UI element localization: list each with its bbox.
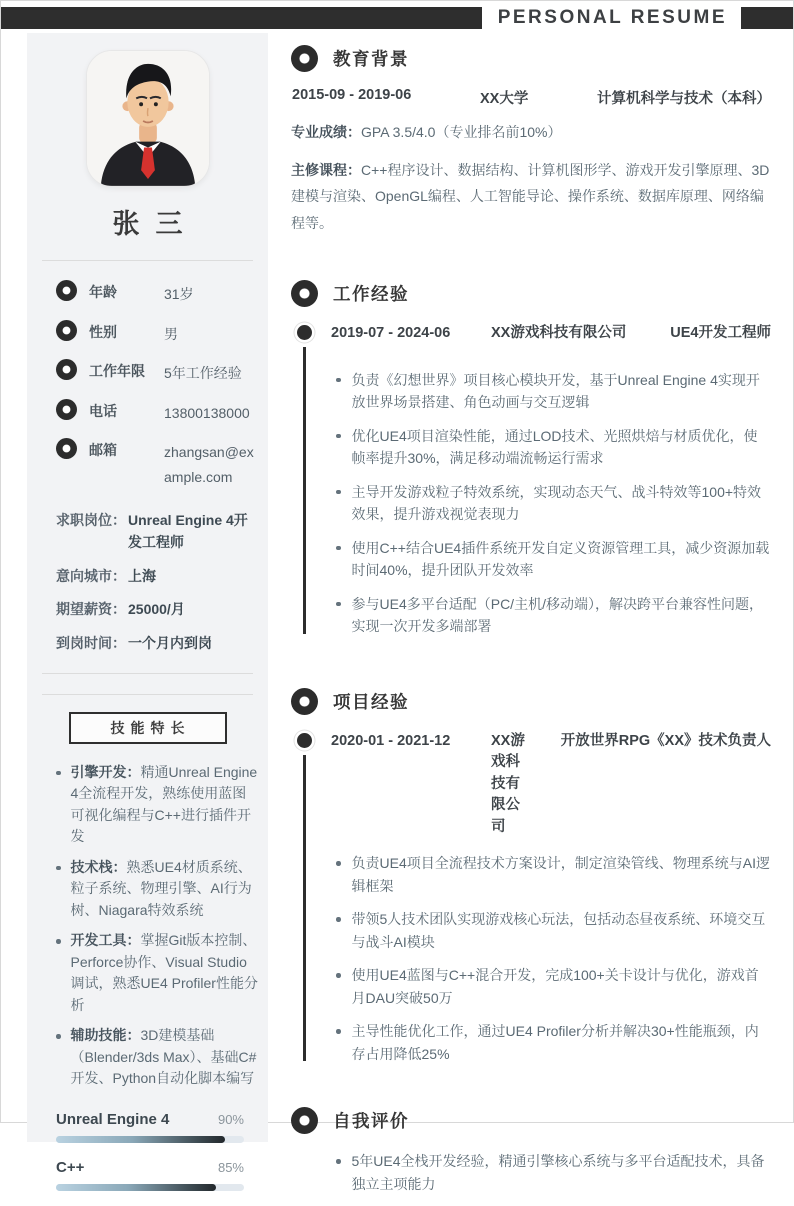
main-content (291, 45, 771, 1206)
education-courses-line (291, 157, 771, 237)
job-row-salary (56, 598, 256, 620)
bullet-dot-icon (56, 1034, 61, 1039)
section-work (291, 280, 771, 638)
skill-bar-track (56, 1136, 244, 1143)
section-ring-icon (291, 45, 318, 72)
bullet-text: 5年UE4全栈开发经验，精通引擎核心系统与多平台适配技术，具备独立主项能力 (351, 1153, 765, 1192)
portrait-illustration (87, 51, 209, 186)
bullet-dot-icon (56, 939, 61, 944)
skill-label: 开发工具： (70, 932, 141, 949)
education-major: 计算机科学与技术（本科） (596, 91, 771, 107)
section-header (291, 688, 771, 715)
sidebar-divider (42, 260, 253, 261)
skills-title-box: 技能特长 (69, 712, 227, 744)
skill-desc: 3D建模基础（Blender/3ds Max）、基础C#开发、Python自动化脚本编写 (70, 1027, 257, 1087)
job-label: 期望薪资： (56, 601, 126, 618)
info-label: 工作年限 (89, 363, 145, 379)
bullet-item (331, 852, 771, 897)
info-row-age (56, 280, 256, 307)
info-label: 性别 (89, 323, 117, 340)
work-bullets (331, 369, 771, 638)
timeline-dot-icon (297, 325, 312, 340)
bullet-item (331, 1150, 771, 1195)
project-role: 开放世界RPG《XX》技术负责人 (560, 732, 771, 749)
work-entry (291, 323, 771, 638)
courses-label: 主修课程： (291, 161, 361, 178)
skill-text (71, 1025, 261, 1090)
sidebar (27, 33, 268, 1176)
skill-bar-fill (56, 1184, 216, 1191)
bullet-text: 参与UE4多平台适配（PC/主机/移动端），解决跨平台兼容性问题，实现一次开发多端部署 (351, 595, 763, 634)
bullet-text: 使用C++结合UE4插件系统开发自定义资源管理工具，减少资源加载时间40%，提升团队开发效率 (351, 539, 770, 578)
bullet-ring-icon (56, 399, 77, 420)
info-value: 5年工作经验 (164, 365, 242, 381)
bullet-text: 主导性能优化工作，通过UE4 Profiler分析并解决30+性能瓶颈，内存占用降低25% (351, 1023, 759, 1062)
section-header (291, 45, 771, 72)
job-row-position (56, 509, 256, 554)
bullet-dot-icon (336, 378, 341, 383)
bullet-text: 优化UE4项目渲染性能，通过LOD技术、光照烘焙与材质优化，使帧率提升30%，满足移动端流畅运行需求 (351, 427, 758, 466)
section-title: 自我评价 (333, 1111, 409, 1131)
bullet-item (331, 908, 771, 953)
education-period: 2015-09 - 2019-06 (292, 87, 412, 103)
section-evaluation (291, 1107, 771, 1195)
skill-text (71, 930, 261, 1016)
skills-list (56, 762, 260, 1090)
job-label: 到岗时间： (56, 634, 126, 651)
work-entry-header (331, 323, 771, 345)
bullet-dot-icon (336, 861, 341, 866)
skill-bar-name: Unreal Engine 4 (56, 1110, 170, 1128)
bullet-text: 主导开发游戏粒子特效系统，实现动态天气、战斗特效等100+特效效果，提升游戏视觉表现力 (351, 483, 762, 522)
courses-text: C++程序设计、数据结构、计算机图形学、游戏开发引擎原理、3D建模与渲染、OpenGL编程、人工智能导论、操作系统、数据库原理、网络编程等。 (291, 161, 770, 231)
skill-desc: 掌握Git版本控制、Perforce协作、Visual Studio调试，熟悉UE4 Profiler性能分析 (70, 932, 258, 1013)
bullet-dot-icon (336, 917, 341, 922)
job-value: 25000/月 (128, 601, 185, 618)
gpa-text: GPA 3.5/4.0（专业排名前10%） (361, 124, 562, 140)
job-row-availability (56, 632, 256, 654)
bullet-item (331, 1020, 771, 1065)
section-header (291, 1107, 771, 1134)
section-title: 项目经验 (333, 691, 409, 712)
top-banner (1, 6, 793, 30)
info-label: 电话 (89, 402, 117, 419)
bullet-dot-icon (336, 1159, 341, 1164)
section-title: 教育背景 (333, 49, 409, 69)
bullet-dot-icon (336, 490, 341, 495)
sidebar-divider (42, 694, 253, 695)
skill-desc: 精通Unreal Engine 4全流程开发，熟练使用蓝图可视化编程与C++进行插件开发 (70, 763, 258, 845)
evaluation-bullets (331, 1150, 771, 1195)
skill-bar-name: C++ (56, 1158, 85, 1176)
project-period: 2020-01 - 2021-12 (331, 732, 451, 749)
sidebar-divider (42, 673, 253, 674)
skill-bar-percent: 90% (217, 1111, 244, 1127)
bullet-ring-icon (56, 280, 77, 301)
banner-bar-right (741, 7, 793, 29)
skill-text (71, 762, 261, 848)
skill-bar-fill (56, 1136, 225, 1143)
page-title: PERSONAL RESUME (497, 7, 727, 28)
bullet-item (331, 593, 771, 638)
info-row-experience (56, 359, 256, 386)
skill-label: 辅助技能： (70, 1027, 141, 1044)
skill-bar-percent: 85% (217, 1159, 244, 1175)
bullet-item (331, 537, 771, 582)
info-label: 年龄 (89, 284, 117, 300)
job-intention-block (56, 509, 256, 654)
job-value: Unreal Engine 4开发工程师 (128, 512, 248, 551)
bullet-text: 负责UE4项目全流程技术方案设计，制定渲染管线、物理系统与AI逻辑框架 (351, 855, 770, 894)
job-label: 意向城市： (56, 567, 126, 584)
project-entry (291, 731, 771, 1066)
bullet-dot-icon (336, 602, 341, 607)
education-entry-header (292, 87, 771, 108)
info-value: 男 (164, 325, 178, 342)
info-value: 31岁 (164, 286, 194, 302)
section-ring-icon (291, 280, 318, 307)
bullet-dot-icon (56, 866, 61, 871)
info-row-gender (56, 320, 256, 347)
work-period: 2019-07 - 2024-06 (331, 325, 451, 341)
skill-desc: 熟悉UE4材质系统、粒子系统、物理引擎、AI行为树、Niagara特效系统 (70, 858, 252, 918)
info-value: zhangsan@example.com (164, 444, 254, 485)
section-project (291, 688, 771, 1066)
bullet-dot-icon (56, 771, 61, 776)
info-label: 邮箱 (89, 442, 117, 458)
skill-item (56, 1025, 260, 1090)
education-school: XX大学 (479, 91, 529, 107)
job-row-city (56, 565, 256, 587)
bullet-dot-icon (336, 973, 341, 978)
project-bullets (331, 852, 771, 1065)
skill-text (71, 857, 261, 922)
timeline-line (303, 347, 306, 634)
skill-item (56, 857, 260, 922)
bullet-ring-icon (56, 320, 77, 341)
info-row-email (56, 438, 256, 489)
timeline-dot-icon (297, 733, 312, 748)
info-value: 13800138000 (164, 404, 250, 421)
section-ring-icon (291, 688, 318, 715)
skill-bar-track (56, 1184, 244, 1191)
section-education (291, 45, 771, 236)
skill-label: 技术栈： (70, 858, 127, 875)
bullet-dot-icon (336, 546, 341, 551)
section-header (291, 280, 771, 307)
bullet-text: 带领5人技术团队实现游戏核心玩法，包括动态昼夜系统、环境交互与战斗AI模块 (351, 911, 766, 950)
section-ring-icon (291, 1107, 318, 1134)
profile-photo (86, 50, 210, 187)
bullet-item (331, 481, 771, 526)
bullet-text: 负责《幻想世界》项目核心模块开发，基于Unreal Engine 4实现开放世界场景搭建、角色动画与交互逻辑 (351, 371, 760, 410)
project-entry-header (331, 731, 771, 839)
skill-item (56, 930, 260, 1016)
bullet-ring-icon (56, 359, 77, 380)
bullet-item (331, 369, 771, 414)
candidate-name: 张三 (112, 209, 199, 239)
job-label: 求职岗位： (56, 512, 126, 528)
section-title: 工作经验 (333, 284, 409, 304)
skill-label: 引擎开发： (70, 763, 141, 780)
gpa-label: 专业成绩： (291, 124, 361, 140)
education-gpa-line (291, 119, 771, 146)
bullet-dot-icon (336, 434, 341, 439)
job-value: 上海 (128, 567, 156, 584)
bullet-item (331, 425, 771, 470)
bullet-item (331, 964, 771, 1009)
bullet-text: 使用UE4蓝图与C++混合开发，完成100+关卡设计与优化，游戏首月DAU突破50万 (351, 967, 759, 1006)
personal-info-list (56, 280, 256, 489)
bullet-dot-icon (336, 1029, 341, 1034)
skill-bar-ue4 (56, 1111, 244, 1143)
job-value: 一个月内到岗 (128, 634, 212, 651)
timeline-line (303, 755, 306, 1062)
skill-item (56, 762, 260, 848)
project-company: XX游戏科技有限公司 (491, 732, 525, 835)
info-row-phone (56, 399, 256, 426)
banner-bar-left (1, 7, 482, 29)
work-company: XX游戏科技有限公司 (491, 325, 627, 341)
bullet-ring-icon (56, 438, 77, 459)
skill-bar-cpp (56, 1159, 244, 1191)
work-role: UE4开发工程师 (670, 325, 771, 341)
